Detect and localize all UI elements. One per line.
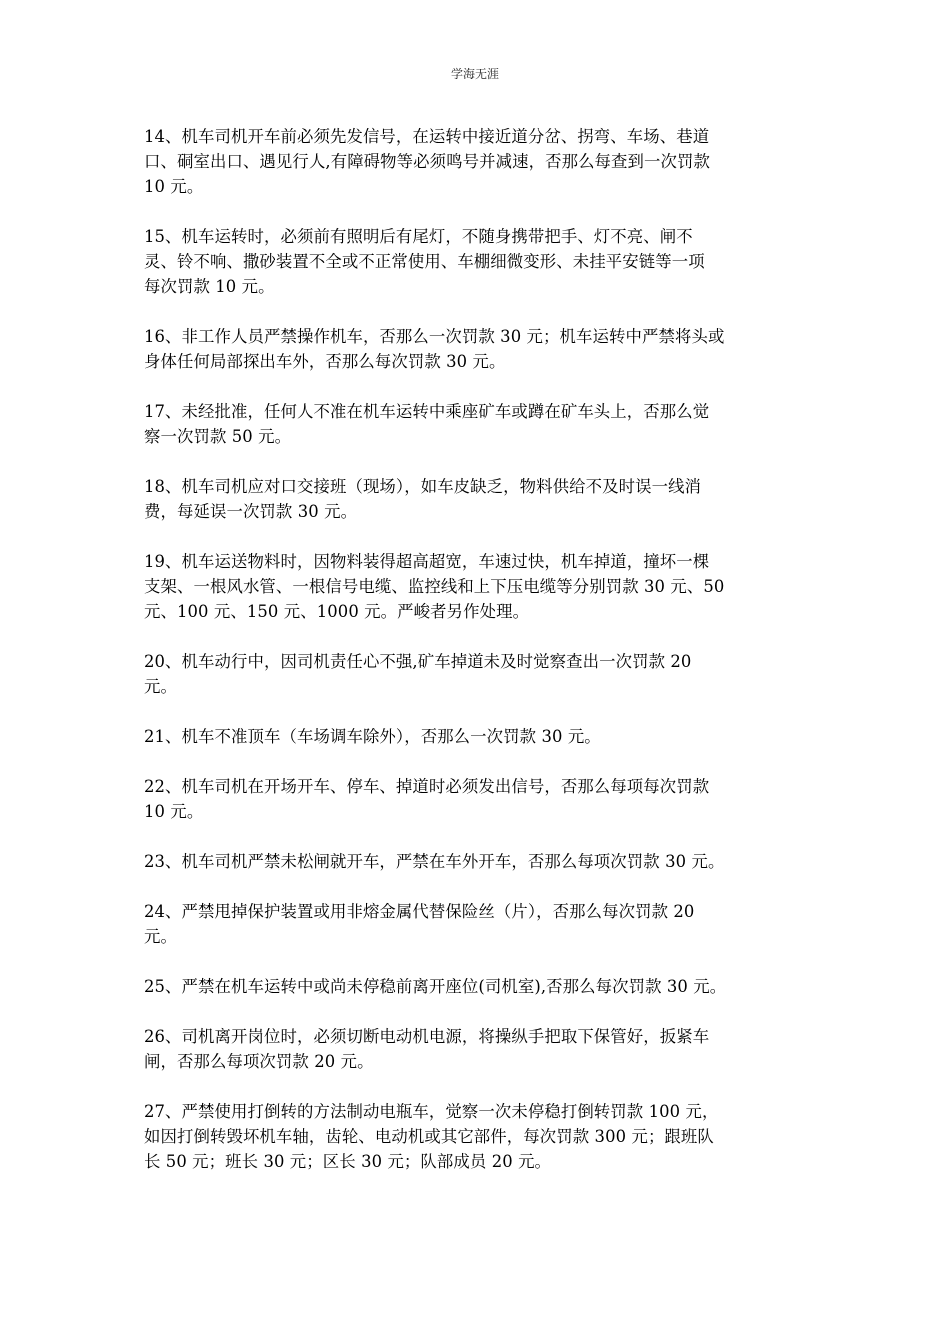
- paragraph-line: 每次罚款 10 元。: [144, 277, 275, 296]
- paragraph-line: 14、机车司机开车前必须先发信号，在运转中接近道分岔、拐弯、车场、巷道: [144, 127, 710, 146]
- paragraph-line: 21、机车不准顶车（车场调车除外），否那么一次罚款 30 元。: [144, 727, 601, 746]
- paragraph-line: 10 元。: [144, 802, 204, 821]
- paragraph-17: [144, 399, 806, 449]
- paragraph-19: [144, 549, 806, 624]
- paragraph-21: [144, 724, 806, 749]
- paragraph-line: 15、机车运转时，必须前有照明后有尾灯，不随身携带把手、灯不亮、闸不: [144, 227, 693, 246]
- paragraph-line: 身体任何局部探出车外，否那么每次罚款 30 元。: [144, 352, 506, 371]
- paragraph-line: 27、严禁使用打倒转的方法制动电瓶车，觉察一次未停稳打倒转罚款 100 元，: [144, 1102, 719, 1121]
- paragraph-line: 灵、铃不响、撒砂装置不全或不正常使用、车棚细微变形、未挂平安链等一项: [144, 252, 705, 271]
- paragraph-14: [144, 124, 806, 199]
- paragraph-15: [144, 224, 806, 299]
- paragraph-line: 18、机车司机应对口交接班（现场），如车皮缺乏，物料供给不及时误一线消: [144, 477, 702, 496]
- paragraph-line: 长 50 元；班长 30 元；区长 30 元；队部成员 20 元。: [144, 1152, 552, 1171]
- document-body: [144, 124, 806, 1199]
- paragraph-16: [144, 324, 806, 374]
- paragraph-25: [144, 974, 806, 999]
- paragraph-24: [144, 899, 806, 949]
- paragraph-line: 24、严禁甩掉保护装置或用非熔金属代替保险丝（片），否那么每次罚款 20: [144, 902, 695, 921]
- paragraph-line: 察一次罚款 50 元。: [144, 427, 292, 446]
- paragraph-line: 17、未经批准，任何人不准在机车运转中乘座矿车或蹲在矿车头上，否那么觉: [144, 402, 710, 421]
- paragraph-line: 费，每延误一次罚款 30 元。: [144, 502, 358, 521]
- page-header: 学海无涯: [450, 67, 499, 81]
- paragraph-26: [144, 1024, 806, 1074]
- paragraph-27: [144, 1099, 806, 1174]
- paragraph-line: 19、机车运送物料时，因物料装得超高超宽，车速过快，机车掉道，撞坏一棵: [144, 552, 710, 571]
- paragraph-line: 元、100 元、150 元、1000 元。严峻者另作处理。: [144, 602, 530, 621]
- paragraph-line: 如因打倒转毁坏机车轴，齿轮、电动机或其它部件，每次罚款 300 元；跟班队: [144, 1127, 714, 1146]
- paragraph-22: [144, 774, 806, 824]
- paragraph-line: 10 元。: [144, 177, 204, 196]
- paragraph-line: 16、非工作人员严禁操作机车，否那么一次罚款 30 元；机车运转中严禁将头或: [144, 327, 725, 346]
- paragraph-line: 支架、一根风水管、一根信号电缆、监控线和上下压电缆等分别罚款 30 元、50: [144, 577, 725, 596]
- paragraph-line: 22、机车司机在开场开车、停车、掉道时必须发出信号，否那么每项每次罚款: [144, 777, 710, 796]
- paragraph-18: [144, 474, 806, 524]
- paragraph-line: 26、司机离开岗位时，必须切断电动机电源，将操纵手把取下保管好，扳紧车: [144, 1027, 710, 1046]
- paragraph-line: 20、机车动行中，因司机责任心不强,矿车掉道未及时觉察查出一次罚款 20: [144, 652, 692, 671]
- paragraph-line: 23、机车司机严禁未松闸就开车，严禁在车外开车，否那么每项次罚款 30 元。: [144, 852, 725, 871]
- paragraph-23: [144, 849, 806, 874]
- paragraph-line: 口、硐室出口、遇见行人,有障碍物等必须鸣号并减速，否那么每查到一次罚款: [144, 152, 710, 171]
- paragraph-line: 元。: [144, 677, 177, 696]
- paragraph-line: 元。: [144, 927, 177, 946]
- paragraph-line: 25、严禁在机车运转中或尚未停稳前离开座位(司机室),否那么每次罚款 30 元。: [144, 977, 727, 996]
- paragraph-20: [144, 649, 806, 699]
- paragraph-line: 闸，否那么每项次罚款 20 元。: [144, 1052, 374, 1071]
